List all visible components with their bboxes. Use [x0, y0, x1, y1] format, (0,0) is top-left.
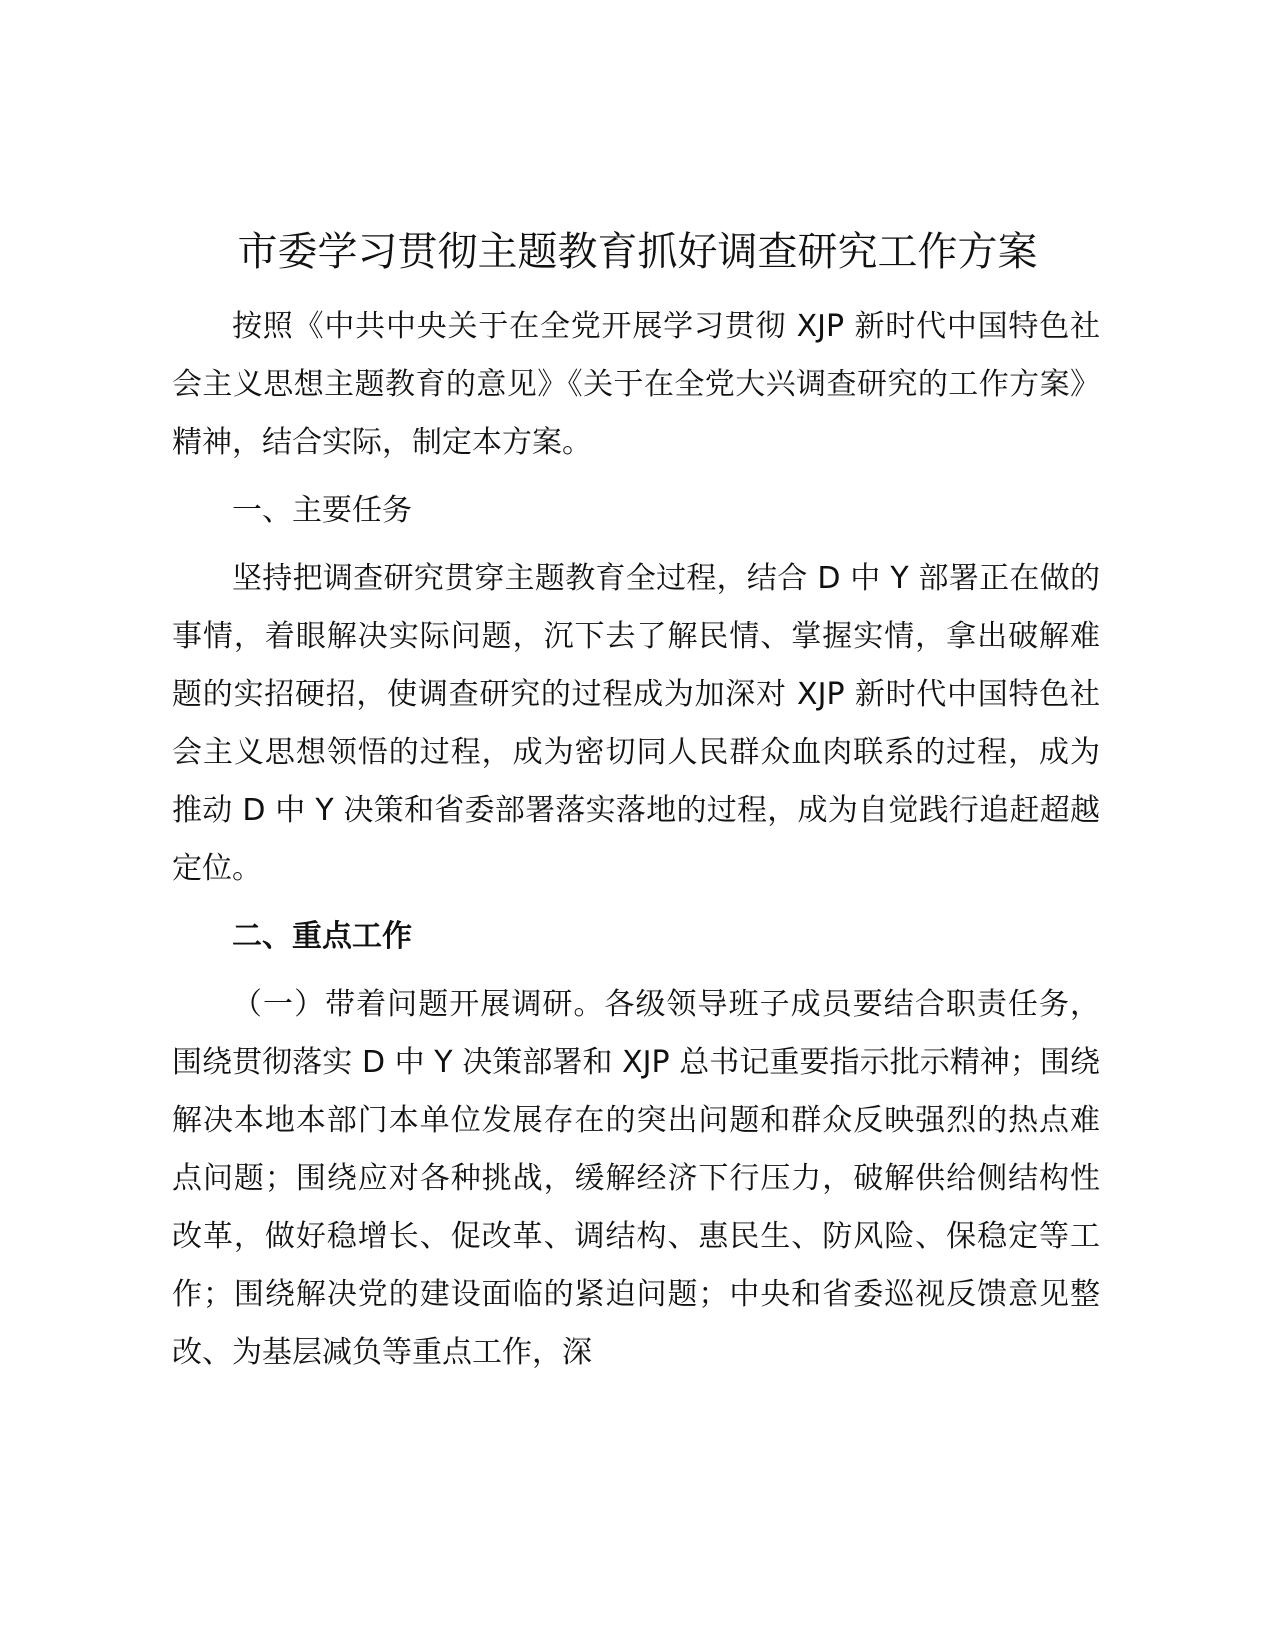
section-heading-main-tasks: 一、主要任务: [232, 493, 412, 528]
main-tasks-paragraph: 坚持把调查研究贯穿主题教育全过程，结合 D 中 Y 部署正在做的事情，着眼解决实际问题，沉下去了解民情、掌握实情，拿出破解难题的实招硬招，使调查研究的过程成为加深对 XJP 新时代中国特色社会主义思想领悟的过程，成为密切同人民群众血肉联系的过程，成为推动 D 中 Y 决策和省委部署落实落地的过程，成为自觉践行追赶超越定位。: [172, 561, 1100, 886]
document-body: [172, 298, 1100, 1382]
intro-paragraph: 按照《中共中央关于在全党开展学习贯彻 XJP 新时代中国特色社会主义思想主题教育的意见》《关于在全党大兴调查研究的工作方案》精神，结合实际，制定本方案。: [172, 309, 1100, 460]
key-work-item-one-paragraph: （一）带着问题开展调研。各级领导班子成员要结合职责任务，围绕贯彻落实 D 中 Y 决策部署和 XJP 总书记重要指示批示精神；围绕解决本地本部门本单位发展存在的突出问题和群众反映强烈的热点难点问题；围绕应对各种挑战，缓解经济下行压力，破解供给侧结构性改革，做好稳增长、促改革、调结构、惠民生、防风险、保稳定等工作；围绕解决党的建设面临的紧迫问题；中央和省委巡视反馈意见整改、为基层减负等重点工作，深: [172, 987, 1100, 1370]
document-title: 市委学习贯彻主题教育抓好调查研究工作方案: [237, 229, 1038, 275]
section-heading-key-work: 二、重点工作: [232, 919, 412, 954]
